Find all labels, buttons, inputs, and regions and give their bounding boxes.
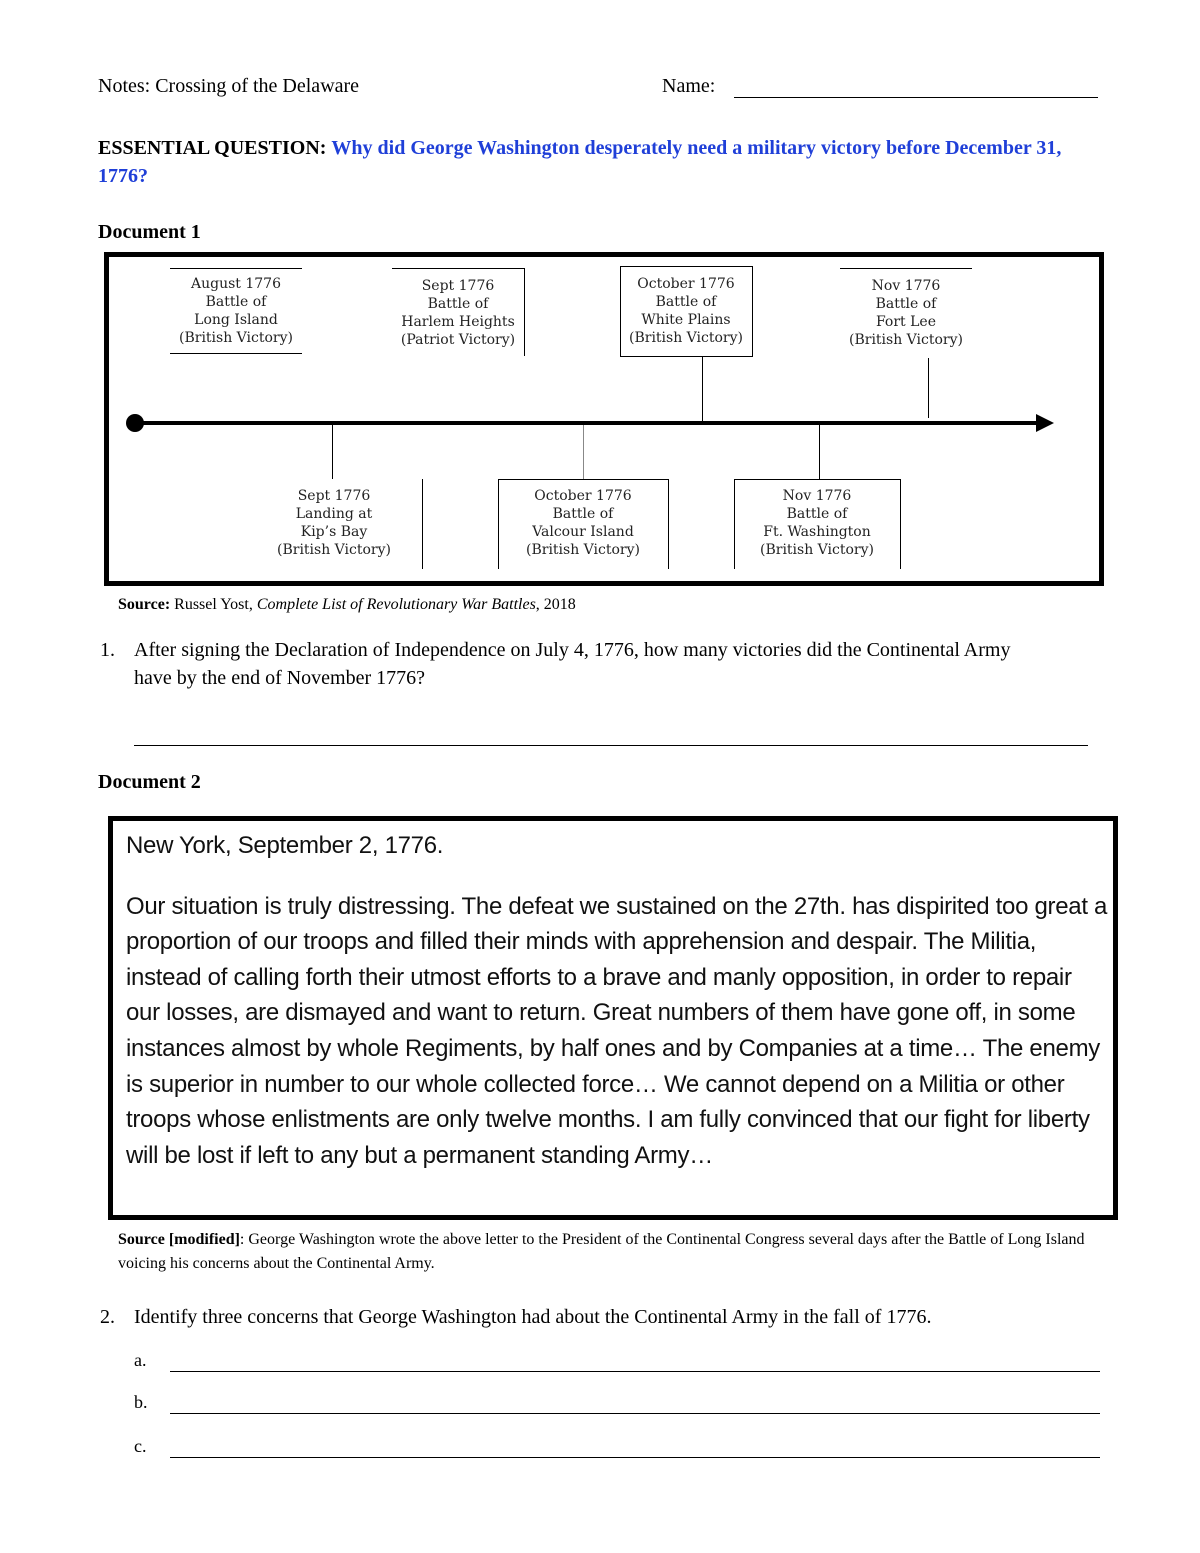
- name-label: Name:: [662, 75, 716, 97]
- answer-b-label: b.: [134, 1392, 148, 1412]
- event-ft-washington: Nov 1776 Battle of Ft. Washington (British Victory): [760, 488, 874, 558]
- answer-b-line[interactable]: [170, 1413, 1100, 1414]
- event-box-left: [498, 479, 499, 569]
- event-connector: [332, 425, 333, 479]
- source-author: Russel Yost,: [174, 596, 253, 613]
- question-1-answer-line[interactable]: [134, 745, 1088, 746]
- letter-date: New York, September 2, 1776.: [126, 832, 444, 859]
- document-2-heading: Document 2: [98, 771, 201, 793]
- document-1-heading: Document 1: [98, 221, 201, 243]
- event-bracket: [840, 268, 972, 269]
- essential-question-text: Why did George Washington desperately need a military victory before December 31, 1776?: [98, 137, 1062, 187]
- event-box-top: [734, 479, 900, 480]
- timeline-start-dot: [126, 414, 144, 432]
- source-label: Source [modified]: [118, 1231, 240, 1248]
- event-bracket: [170, 353, 302, 354]
- event-white-plains: October 1776 Battle of White Plains (British Victory): [629, 276, 743, 346]
- answer-c-label: c.: [134, 1436, 147, 1456]
- source-year: , 2018: [535, 596, 576, 613]
- name-input-line[interactable]: [734, 97, 1098, 98]
- timeline-arrow-icon: [1036, 414, 1054, 432]
- question-1-text: After signing the Declaration of Independence on July 4, 1776, how many victories did the Continental Army have by the end of November 1776?: [134, 639, 1011, 689]
- event-box-left: [734, 479, 735, 569]
- event-bracket: [170, 268, 302, 269]
- answer-a-line[interactable]: [170, 1371, 1100, 1372]
- event-box-top: [498, 479, 668, 480]
- question-1-number: 1.: [100, 639, 115, 661]
- event-fort-lee: Nov 1776 Battle of Fort Lee (British Victory): [849, 278, 963, 348]
- worksheet-title: Notes: Crossing of the Delaware: [98, 75, 360, 97]
- document-1-source: [118, 594, 576, 616]
- essential-question: [98, 134, 1108, 190]
- event-connector: [702, 356, 703, 421]
- event-valcour-island: October 1776 Battle of Valcour Island (British Victory): [526, 488, 640, 558]
- event-long-island: August 1776 Battle of Long Island (British Victory): [179, 276, 293, 346]
- question-2-text: Identify three concerns that George Washington had about the Continental Army in the fall of 1776.: [134, 1306, 932, 1328]
- event-box-top: [620, 266, 752, 267]
- answer-a-label: a.: [134, 1350, 147, 1370]
- answer-c-line[interactable]: [170, 1457, 1100, 1458]
- essential-question-label: ESSENTIAL QUESTION:: [98, 137, 327, 159]
- source-title: Complete List of Revolutionary War Battles: [256, 596, 536, 613]
- event-connector: [583, 425, 584, 479]
- timeline-axis: [134, 421, 1038, 425]
- event-connector: [928, 358, 929, 418]
- source-label: Source:: [118, 596, 171, 613]
- source-text: : George Washington wrote the above letter to the President of the Continental Congress several days after the Battle of Long Island voicing his concerns about the Continental Army.: [118, 1231, 1085, 1272]
- document-2-source: [118, 1228, 1108, 1276]
- event-box-bottom: [620, 356, 753, 357]
- event-bracket: [422, 479, 423, 569]
- washington-letter: [126, 828, 1111, 1173]
- question-2-number: 2.: [100, 1306, 115, 1328]
- event-box-right: [668, 479, 669, 569]
- event-harlem-heights: Sept 1776 Battle of Harlem Heights (Patriot Victory): [400, 278, 516, 348]
- event-bracket: [392, 268, 524, 269]
- event-kips-bay: Sept 1776 Landing at Kip’s Bay (British Victory): [277, 488, 391, 558]
- event-connector: [819, 425, 820, 479]
- letter-body: Our situation is truly distressing. The defeat we sustained on the 27th. has dispirited too great a proportion of our troops and filled their minds with apprehension and despair. The Militia, instead of calling forth their utmost efforts to a brave and manly opposition, in order to repair our losses, are dismayed and want to return. Great numbers of them have gone off, in some instances almost by whole Regiments, by half ones and by Companies at a time… The enemy is superior in number to our whole collected force… We cannot depend on a Militia or other troops whose enlistments are only twelve months. I am fully convinced that our fight for liberty will be lost if left to any but a permanent standing Army…: [126, 892, 1108, 1169]
- event-box-right: [900, 479, 901, 569]
